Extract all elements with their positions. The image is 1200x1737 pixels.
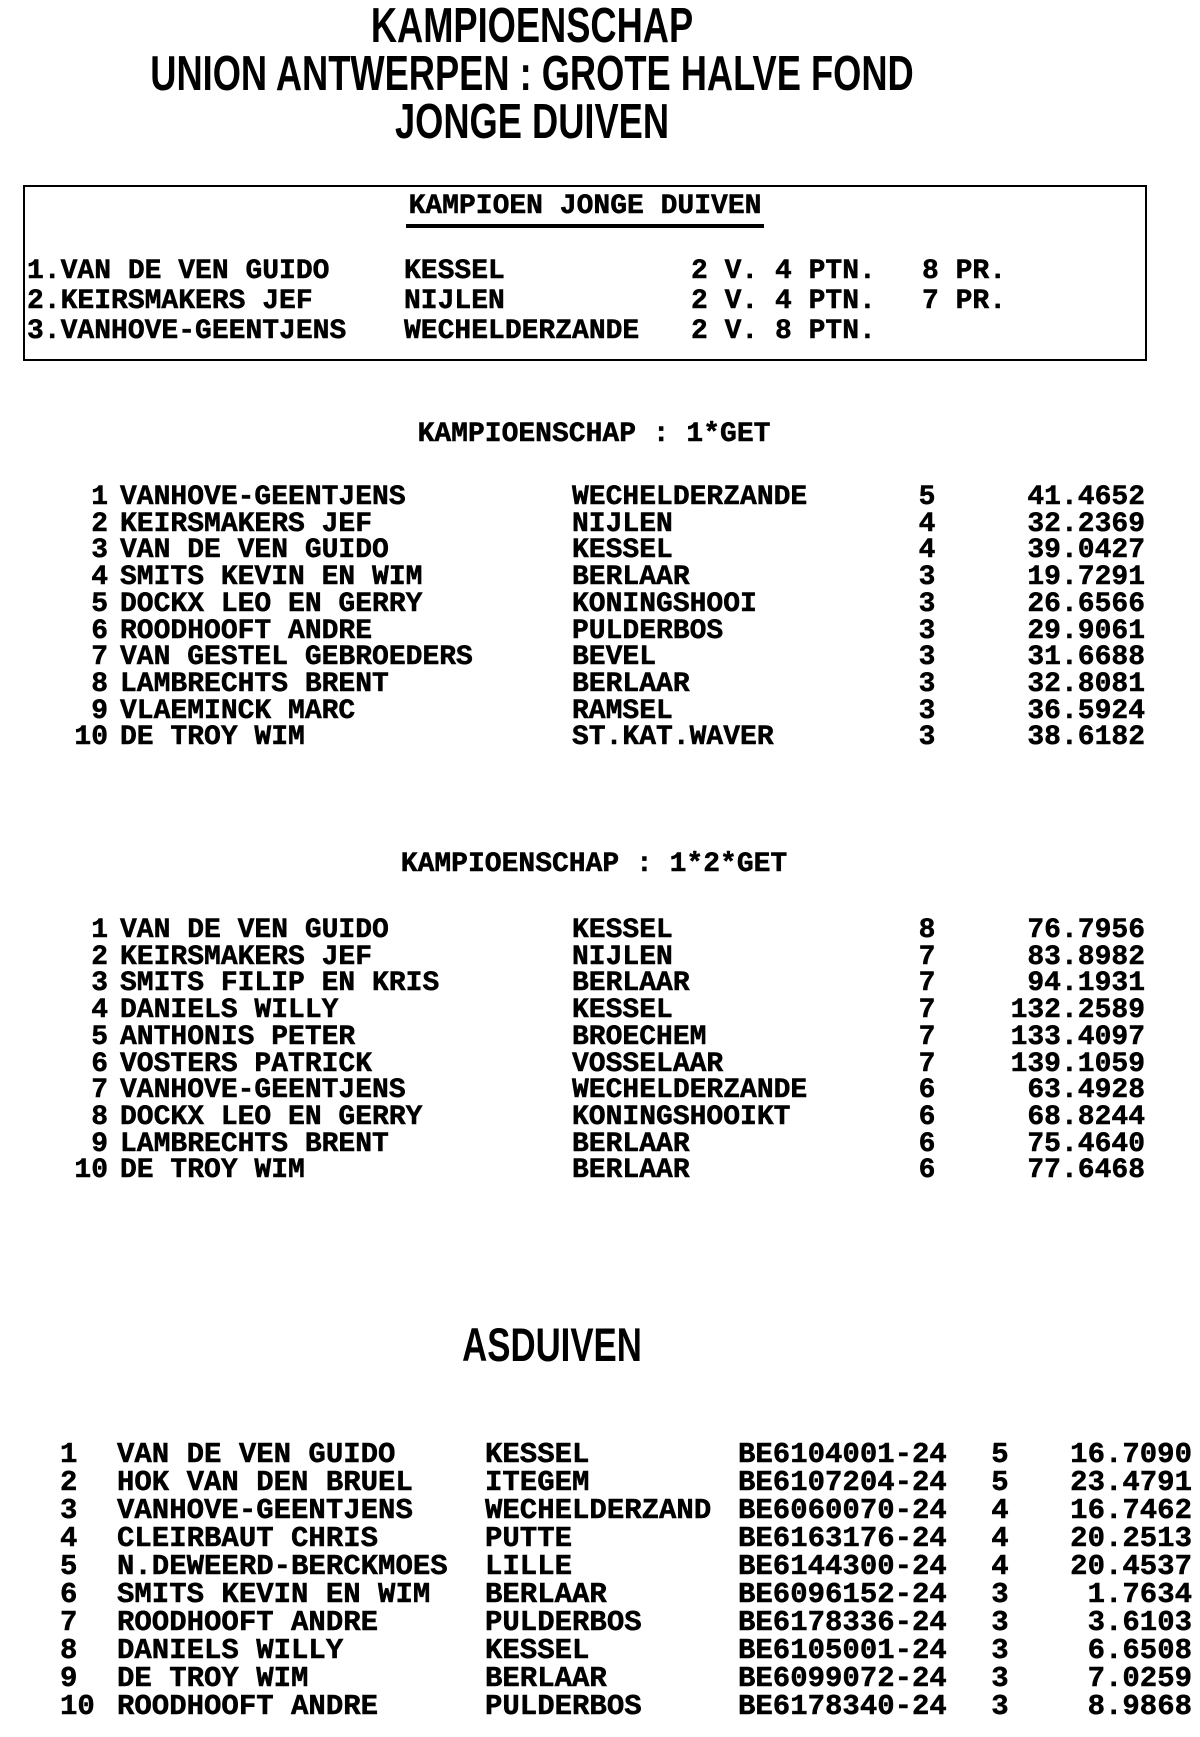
- cell-coefficient: 31.6688: [1027, 642, 1145, 673]
- cell-rank: 4: [60, 1522, 78, 1555]
- cell-location: BERLAAR: [572, 1155, 690, 1186]
- cell-coefficient: 41.4652: [1027, 482, 1145, 513]
- cell-location: PUTTE: [485, 1522, 573, 1555]
- cell-location: RAMSEL: [572, 696, 673, 727]
- cell-coefficient: 16.7090: [1070, 1438, 1192, 1471]
- cell-rank: 10: [74, 1155, 108, 1186]
- cell-location: ITEGEM: [485, 1466, 590, 1499]
- cell-rank: 1: [91, 482, 108, 513]
- cell-rank: 5: [60, 1550, 78, 1583]
- cell-count: 3: [918, 722, 936, 753]
- cell-rank: 2: [60, 1466, 78, 1499]
- cell-name: VANHOVE-GEENTJENS: [120, 1075, 406, 1106]
- cell-count: 4: [991, 1522, 1009, 1555]
- cell-location: NIJLEN: [572, 509, 673, 540]
- cell-coefficient: 132.2589: [1010, 995, 1145, 1026]
- cell-location: KONINGSHOOI: [572, 589, 757, 620]
- cell-location: VOSSELAAR: [572, 1049, 724, 1080]
- cell-name: CLEIRBAUT CHRIS: [117, 1522, 379, 1555]
- table-row: [0, 1496, 1200, 1525]
- table-row: [0, 1664, 1200, 1693]
- cell-name: DOCKX LEO EN GERRY: [120, 589, 423, 620]
- cell-coefficient: 68.8244: [1027, 1102, 1145, 1133]
- cell-count: 6: [918, 1155, 936, 1186]
- cell-result: 2 V. 4 PTN.: [691, 256, 876, 287]
- cell-location: BROECHEM: [572, 1022, 707, 1053]
- cell-name: SMITS KEVIN EN WIM: [120, 562, 423, 593]
- cell-count: 7: [918, 968, 936, 999]
- cell-coefficient: 133.4097: [1010, 1022, 1145, 1053]
- cell-result: 2 V. 4 PTN.: [691, 286, 876, 317]
- cell-coefficient: 36.5924: [1027, 696, 1145, 727]
- cell-location: BERLAAR: [572, 669, 690, 700]
- cell-rank: 5: [91, 1022, 108, 1053]
- cell-location: KESSEL: [404, 256, 505, 287]
- cell-coefficient: 94.1931: [1027, 968, 1145, 999]
- cell-coefficient: 6.6508: [1087, 1634, 1192, 1667]
- cell-name: ANTHONIS PETER: [120, 1022, 356, 1053]
- cell-count: 3: [918, 589, 936, 620]
- cell-name: DE TROY WIM: [117, 1662, 309, 1695]
- cell-ring-number: BE6096152-24: [738, 1578, 947, 1611]
- cell-location: KONINGSHOOIKT: [572, 1102, 791, 1133]
- cell-ring-number: BE6163176-24: [738, 1522, 947, 1555]
- cell-count: 8: [918, 915, 936, 946]
- cell-coefficient: 77.6468: [1027, 1155, 1145, 1186]
- cell-location: NIJLEN: [404, 286, 505, 317]
- cell-name: VAN DE VEN GUIDO: [117, 1438, 396, 1471]
- cell-name: VAN DE VEN GUIDO: [120, 535, 389, 566]
- cell-count: 4: [918, 509, 936, 540]
- cell-name: DANIELS WILLY: [117, 1634, 344, 1667]
- cell-location: WECHELDERZAND: [485, 1494, 712, 1527]
- cell-rank: 9: [60, 1662, 78, 1695]
- cell-location: ST.KAT.WAVER: [572, 722, 774, 753]
- cell-coefficient: 39.0427: [1027, 535, 1145, 566]
- cell-location: KESSEL: [485, 1438, 590, 1471]
- page-subtitle: UNION ANTWERPEN : GROTE HALVE FOND: [150, 47, 914, 101]
- cell-coefficient: 63.4928: [1027, 1075, 1145, 1106]
- cell-name: KEIRSMAKERS JEF: [60, 286, 313, 317]
- cell-rank: 8: [91, 1102, 108, 1133]
- table-row: [0, 1692, 1200, 1721]
- cell-rank: 8: [60, 1634, 78, 1667]
- cell-coefficient: 38.6182: [1027, 722, 1145, 753]
- cell-count: 6: [918, 1102, 936, 1133]
- cell-name: VAN DE VEN GUIDO: [120, 915, 389, 946]
- cell-location: KESSEL: [572, 995, 673, 1026]
- cell-rank: 4: [91, 562, 108, 593]
- cell-name: SMITS KEVIN EN WIM: [117, 1578, 431, 1611]
- cell-ring-number: BE6144300-24: [738, 1550, 947, 1583]
- cell-coefficient: 3.6103: [1087, 1606, 1192, 1639]
- cell-coefficient: 139.1059: [1010, 1049, 1145, 1080]
- cell-rank: 3: [91, 535, 108, 566]
- cell-name: VANHOVE-GEENTJENS: [120, 482, 406, 513]
- cell-count: 3: [918, 616, 936, 647]
- cell-count: 4: [918, 535, 936, 566]
- page-title: KAMPIOENSCHAP: [370, 0, 694, 53]
- cell-ring-number: BE6178340-24: [738, 1690, 947, 1723]
- champion-box-heading: KAMPIOEN JONGE DUIVEN: [406, 192, 765, 228]
- cell-count: 3: [991, 1578, 1009, 1611]
- cell-ring-number: BE6107204-24: [738, 1466, 947, 1499]
- cell-ring-number: BE6105001-24: [738, 1634, 947, 1667]
- cell-coefficient: 8.9868: [1087, 1690, 1192, 1723]
- cell-name: VAN GESTEL GEBROEDERS: [120, 642, 473, 673]
- cell-coefficient: 75.4640: [1027, 1129, 1145, 1160]
- cell-rank: 8: [91, 669, 108, 700]
- table-row: [0, 1580, 1200, 1609]
- cell-name: VANHOVE-GEENTJENS: [117, 1494, 413, 1527]
- cell-location: BERLAAR: [572, 968, 690, 999]
- cell-count: 3: [918, 562, 936, 593]
- cell-count: 3: [991, 1606, 1009, 1639]
- cell-name: ROODHOOFT ANDRE: [120, 616, 373, 647]
- cell-ring-number: BE6099072-24: [738, 1662, 947, 1695]
- cell-count: 6: [918, 1075, 936, 1106]
- table-row: [0, 1608, 1200, 1637]
- cell-count: 7: [918, 1049, 936, 1080]
- cell-coefficient: 32.8081: [1027, 669, 1145, 700]
- cell-count: 3: [991, 1634, 1009, 1667]
- cell-rank: 1.: [27, 256, 61, 287]
- cell-location: KESSEL: [485, 1634, 590, 1667]
- cell-coefficient: 1.7634: [1087, 1578, 1192, 1611]
- cell-rank: 3.: [27, 316, 61, 347]
- cell-name: DE TROY WIM: [120, 1155, 305, 1186]
- cell-rank: 9: [91, 1129, 108, 1160]
- cell-rank: 6: [60, 1578, 78, 1611]
- cell-count: 7: [918, 995, 936, 1026]
- cell-ring-number: BE6104001-24: [738, 1438, 947, 1471]
- cell-count: 6: [918, 1129, 936, 1160]
- cell-rank: 2: [91, 942, 108, 973]
- cell-count: 5: [991, 1466, 1009, 1499]
- cell-coefficient: 32.2369: [1027, 509, 1145, 540]
- cell-rank: 10: [60, 1690, 95, 1723]
- cell-coefficient: 26.6566: [1027, 589, 1145, 620]
- cell-result: 2 V. 8 PTN.: [691, 316, 876, 347]
- cell-name: VOSTERS PATRICK: [120, 1049, 373, 1080]
- cell-location: BERLAAR: [572, 1129, 690, 1160]
- cell-name: LAMBRECHTS BRENT: [120, 669, 389, 700]
- cell-count: 7: [918, 942, 936, 973]
- cell-name: VAN DE VEN GUIDO: [60, 256, 330, 287]
- cell-prizes: 7 PR.: [922, 286, 1007, 317]
- cell-coefficient: 16.7462: [1070, 1494, 1192, 1527]
- cell-location: LILLE: [485, 1550, 573, 1583]
- cell-name: SMITS FILIP EN KRIS: [120, 968, 440, 999]
- cell-location: PULDERBOS: [572, 616, 724, 647]
- cell-count: 5: [918, 482, 936, 513]
- cell-name: VANHOVE-GEENTJENS: [60, 316, 347, 347]
- cell-name: DANIELS WILLY: [120, 995, 339, 1026]
- cell-count: 3: [918, 642, 936, 673]
- cell-rank: 9: [91, 696, 108, 727]
- cell-rank: 7: [60, 1606, 78, 1639]
- table-row: [0, 1524, 1200, 1553]
- cell-location: WECHELDERZANDE: [572, 482, 808, 513]
- cell-rank: 7: [91, 642, 108, 673]
- cell-location: NIJLEN: [572, 942, 673, 973]
- cell-location: BERLAAR: [485, 1662, 607, 1695]
- cell-rank: 7: [91, 1075, 108, 1106]
- cell-rank: 5: [91, 589, 108, 620]
- cell-ring-number: BE6060070-24: [738, 1494, 947, 1527]
- cell-coefficient: 7.0259: [1087, 1662, 1192, 1695]
- cell-count: 3: [918, 669, 936, 700]
- cell-rank: 2: [91, 509, 108, 540]
- cell-location: PULDERBOS: [485, 1690, 642, 1723]
- table-row: [0, 1636, 1200, 1665]
- cell-coefficient: 29.9061: [1027, 616, 1145, 647]
- cell-name: DE TROY WIM: [120, 722, 305, 753]
- cell-coefficient: 76.7956: [1027, 915, 1145, 946]
- cell-location: KESSEL: [572, 915, 673, 946]
- cell-coefficient: 83.8982: [1027, 942, 1145, 973]
- cell-name: ROODHOOFT ANDRE: [117, 1606, 379, 1639]
- cell-name: N.DEWEERD-BERCKMOES: [117, 1550, 448, 1583]
- cell-count: 3: [991, 1662, 1009, 1695]
- cell-name: HOK VAN DEN BRUEL: [117, 1466, 413, 1499]
- cell-name: ROODHOOFT ANDRE: [117, 1690, 379, 1723]
- cell-coefficient: 23.4791: [1070, 1466, 1192, 1499]
- table-row: [0, 1552, 1200, 1581]
- cell-location: BERLAAR: [572, 562, 690, 593]
- cell-name: KEIRSMAKERS JEF: [120, 509, 373, 540]
- cell-rank: 1: [60, 1438, 78, 1471]
- cell-location: KESSEL: [572, 535, 673, 566]
- cell-location: WECHELDERZANDE: [572, 1075, 808, 1106]
- asduiven-title: ASDUIVEN: [462, 1318, 642, 1371]
- cell-rank: 1: [91, 915, 108, 946]
- section-heading-1get: KAMPIOENSCHAP : 1*GET: [417, 419, 771, 450]
- cell-rank: 2.: [27, 286, 61, 317]
- cell-coefficient: 19.7291: [1027, 562, 1145, 593]
- cell-count: 4: [991, 1494, 1009, 1527]
- page-subtitle-category: JONGE DUIVEN: [394, 95, 670, 149]
- cell-name: LAMBRECHTS BRENT: [120, 1129, 389, 1160]
- cell-name: DOCKX LEO EN GERRY: [120, 1102, 423, 1133]
- cell-count: 4: [991, 1550, 1009, 1583]
- cell-location: BEVEL: [572, 642, 657, 673]
- cell-rank: 4: [91, 995, 108, 1026]
- cell-coefficient: 20.4537: [1070, 1550, 1192, 1583]
- cell-prizes: 8 PR.: [922, 256, 1007, 287]
- cell-location: WECHELDERZANDE: [404, 316, 640, 347]
- section-heading-12get: KAMPIOENSCHAP : 1*2*GET: [400, 849, 788, 880]
- cell-name: KEIRSMAKERS JEF: [120, 942, 373, 973]
- cell-rank: 6: [91, 616, 108, 647]
- cell-rank: 3: [91, 968, 108, 999]
- cell-location: BERLAAR: [485, 1578, 607, 1611]
- table-row: [0, 1440, 1200, 1469]
- cell-ring-number: BE6178336-24: [738, 1606, 947, 1639]
- cell-count: 7: [918, 1022, 936, 1053]
- cell-rank: 10: [74, 722, 108, 753]
- cell-location: PULDERBOS: [485, 1606, 642, 1639]
- cell-rank: 6: [91, 1049, 108, 1080]
- cell-count: 3: [991, 1690, 1009, 1723]
- cell-count: 5: [991, 1438, 1009, 1471]
- cell-name: VLAEMINCK MARC: [120, 696, 356, 727]
- cell-count: 3: [918, 696, 936, 727]
- cell-rank: 3: [60, 1494, 78, 1527]
- table-row: [0, 1468, 1200, 1497]
- cell-coefficient: 20.2513: [1070, 1522, 1192, 1555]
